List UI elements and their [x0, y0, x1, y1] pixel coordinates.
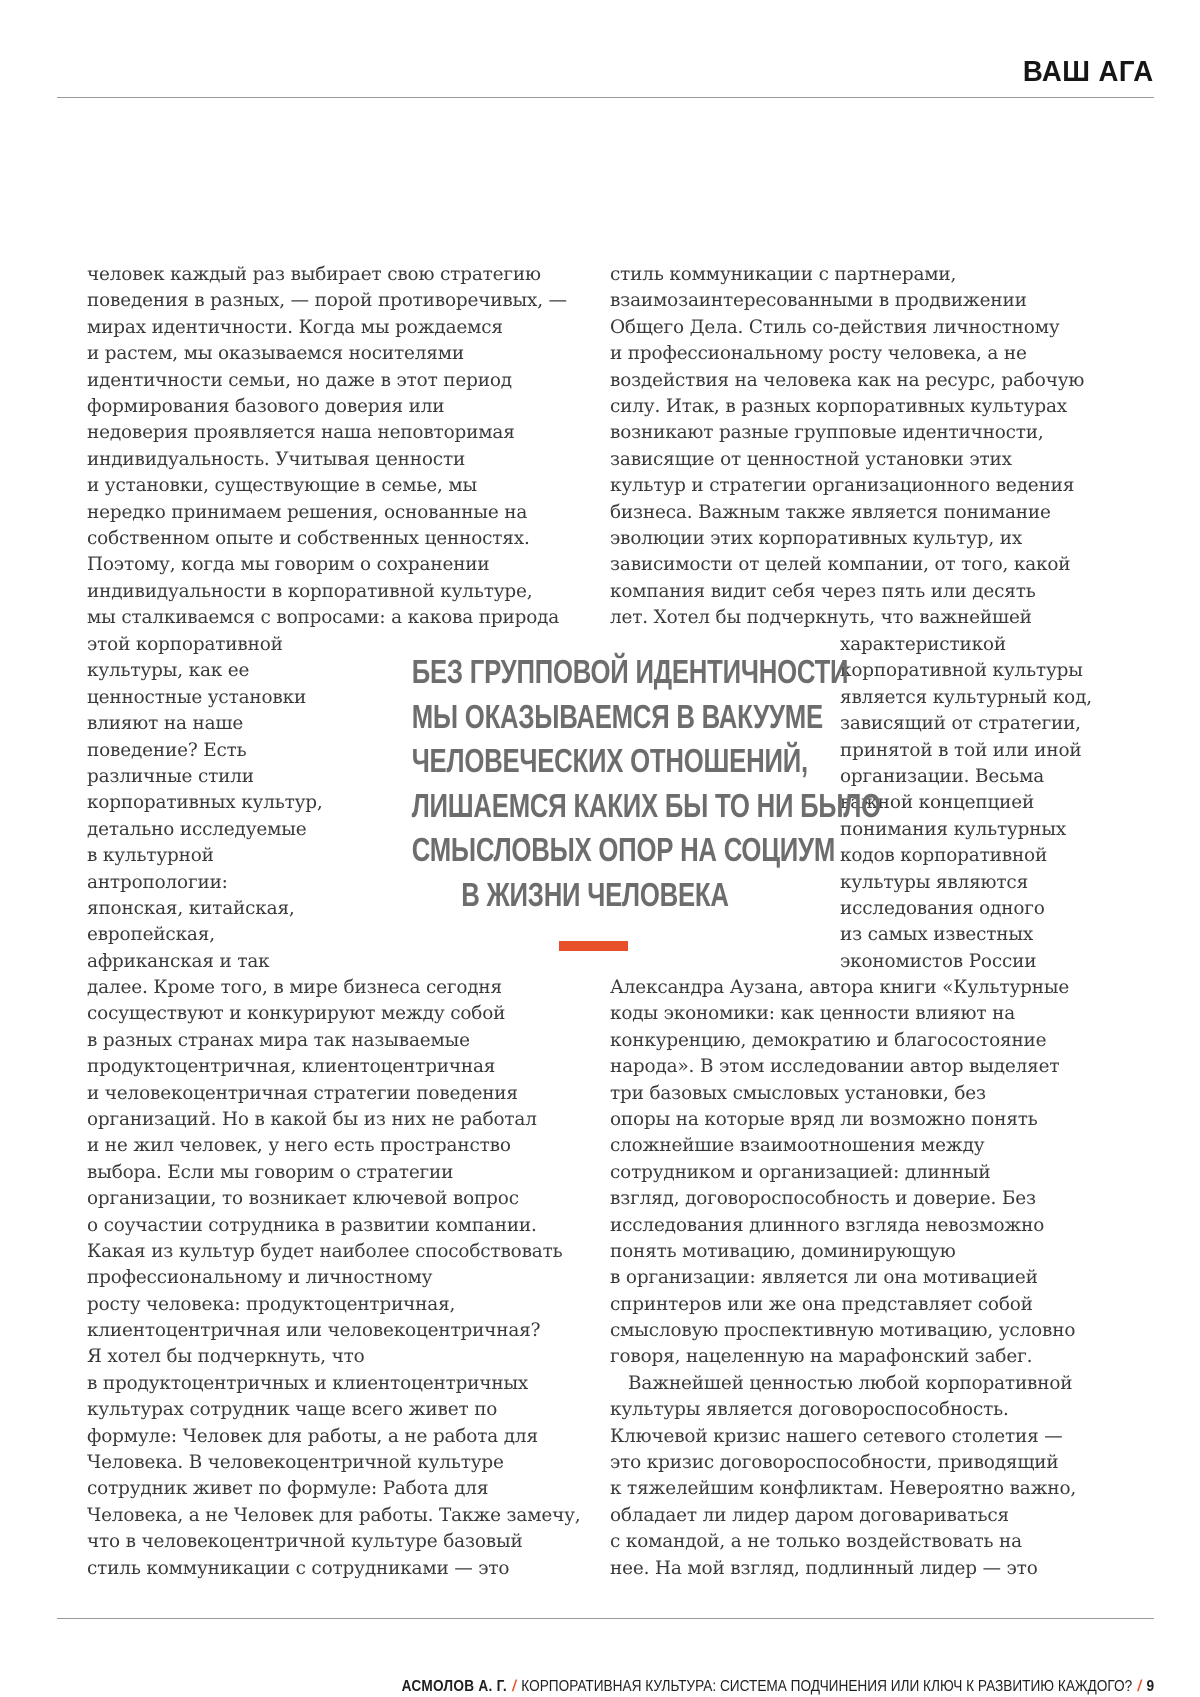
- text-line: организации, то возникает ключевой вопрос: [87, 1186, 581, 1212]
- text-line: из самых известных: [840, 922, 1092, 948]
- text-line: и не жил человек, у него есть пространство: [87, 1133, 581, 1159]
- text-line: коды экономики: как ценности влияют на: [610, 1001, 1076, 1027]
- text-line: это кризис договороспособности, приводящий: [610, 1450, 1076, 1476]
- section-title: ВАШ АГА: [1023, 56, 1154, 89]
- text-line: Какая из культур будет наиболее способствовать: [87, 1239, 581, 1265]
- text-line: поведения в разных, — порой противоречивых, —: [87, 288, 567, 314]
- text-line: человек каждый раз выбирает свою стратегию: [87, 262, 567, 288]
- pull-quote-line: СМЫСЛОВЫХ ОПОР НА СОЦИУМ: [412, 828, 779, 873]
- text-line: возникают разные групповые идентичности,: [610, 420, 1084, 446]
- text-line: продуктоцентричная, клиентоцентричная: [87, 1054, 581, 1080]
- text-line: Важнейшей ценностью любой корпоративной: [610, 1371, 1076, 1397]
- text-line: корпоративной культуры: [840, 658, 1092, 684]
- footer-separator: /: [512, 1678, 516, 1695]
- text-line: организации. Весьма: [840, 764, 1092, 790]
- text-line: корпоративных культур,: [87, 790, 323, 816]
- text-line: европейская,: [87, 922, 323, 948]
- text-line: компания видит себя через пять или десять: [610, 579, 1084, 605]
- text-line: с командой, а не только воздействовать на: [610, 1529, 1076, 1555]
- text-line: Человека, а не Человек для работы. Также замечу,: [87, 1503, 581, 1529]
- text-line: и человекоцентричная стратегии поведения: [87, 1081, 581, 1107]
- text-line: зависящие от ценностной установки этих: [610, 447, 1084, 473]
- text-line: воздействия на человека как на ресурс, рабочую: [610, 368, 1084, 394]
- text-line: сосуществуют и конкурируют между собой: [87, 1001, 581, 1027]
- text-line: бизнеса. Важным также является понимание: [610, 500, 1084, 526]
- text-line: культур и стратегии организационного ведения: [610, 473, 1084, 499]
- text-line: стиль коммуникации с партнерами,: [610, 262, 1084, 288]
- footer-article-title: КОРПОРАТИВНАЯ КУЛЬТУРА: СИСТЕМА ПОДЧИНЕНИЯ ИЛИ КЛЮЧ К РАЗВИТИЮ КАЖДОГО?: [521, 1678, 1132, 1695]
- text-line: выбора. Если мы говорим о стратегии: [87, 1160, 581, 1186]
- pull-quote-line: В ЖИЗНИ ЧЕЛОВЕКА: [412, 873, 779, 918]
- column-2-top: [610, 262, 1084, 631]
- text-line: о соучастии сотрудника в развитии компании.: [87, 1213, 581, 1239]
- column-1-top: [87, 262, 567, 631]
- text-line: Я хотел бы подчеркнуть, что: [87, 1344, 581, 1370]
- text-line: влияют на наше: [87, 711, 323, 737]
- text-line: нередко принимаем решения, основанные на: [87, 500, 567, 526]
- text-line: взаимозаинтересованными в продвижении: [610, 288, 1084, 314]
- pull-quote-line: МЫ ОКАЗЫВАЕМСЯ В ВАКУУМЕ: [412, 695, 779, 740]
- text-line: культуры являются: [840, 870, 1092, 896]
- text-line: Ключевой кризис нашего сетевого столетия —: [610, 1424, 1076, 1450]
- text-line: далее. Кроме того, в мире бизнеса сегодня: [87, 975, 581, 1001]
- text-line: собственном опыте и собственных ценностях.: [87, 526, 567, 552]
- pull-quote-line: БЕЗ ГРУППОВОЙ ИДЕНТИЧНОСТИ: [412, 650, 779, 695]
- text-line: сложнейшие взаимоотношения между: [610, 1133, 1076, 1159]
- text-line: поведение? Есть: [87, 738, 323, 764]
- text-line: смысловую проспективную мотивацию, условно: [610, 1318, 1076, 1344]
- text-line: в разных странах мира так называемые: [87, 1028, 581, 1054]
- text-line: понимания культурных: [840, 817, 1092, 843]
- text-line: в продуктоцентричных и клиентоцентричных: [87, 1371, 581, 1397]
- text-line: мы сталкиваемся с вопросами: а какова природа: [87, 605, 567, 631]
- text-line: идентичности семьи, но даже в этот период: [87, 368, 567, 394]
- text-line: и растем, мы оказываемся носителями: [87, 341, 567, 367]
- text-line: к тяжелейшим конфликтам. Невероятно важно,: [610, 1476, 1076, 1502]
- text-line: культуры, как ее: [87, 658, 323, 684]
- column-1-narrow: [87, 632, 323, 975]
- text-line: Александра Аузана, автора книги «Культурные: [610, 975, 1076, 1001]
- text-line: Поэтому, когда мы говорим о сохранении: [87, 552, 567, 578]
- text-line: является культурный код,: [840, 685, 1092, 711]
- text-line: зависимости от целей компании, от того, какой: [610, 552, 1084, 578]
- text-line: характеристикой: [840, 632, 1092, 658]
- page-number: 9: [1146, 1678, 1154, 1695]
- text-line: что в человекоцентричной культуре базовый: [87, 1529, 581, 1555]
- text-line: стиль коммуникации с сотрудниками — это: [87, 1556, 581, 1582]
- text-line: лет. Хотел бы подчеркнуть, что важнейшей: [610, 605, 1084, 631]
- text-line: экономистов России: [840, 949, 1092, 975]
- text-line: важной концепцией: [840, 790, 1092, 816]
- page-footer: [401, 1678, 1154, 1696]
- text-line: индивидуальность. Учитывая ценности: [87, 447, 567, 473]
- text-line: кодов корпоративной: [840, 843, 1092, 869]
- pull-quote: [360, 650, 830, 917]
- text-line: и установки, существующие в семье, мы: [87, 473, 567, 499]
- footer-author: АСМОЛОВ А. Г.: [401, 1678, 506, 1695]
- text-line: профессиональному и личностному: [87, 1265, 581, 1291]
- text-line: японская, китайская,: [87, 896, 323, 922]
- text-line: организаций. Но в какой бы из них не работал: [87, 1107, 581, 1133]
- text-line: детально исследуемые: [87, 817, 323, 843]
- text-line: клиентоцентричная или человекоцентричная?: [87, 1318, 581, 1344]
- text-line: исследования длинного взгляда невозможно: [610, 1213, 1076, 1239]
- text-line: конкуренцию, демократию и благосостояние: [610, 1028, 1076, 1054]
- pull-quote-accent-bar: [559, 941, 628, 951]
- column-2-bottom: [610, 975, 1076, 1582]
- text-line: ценностные установки: [87, 685, 323, 711]
- text-line: формирования базового доверия или: [87, 394, 567, 420]
- text-line: формуле: Человек для работы, а не работа для: [87, 1424, 581, 1450]
- text-line: зависящий от стратегии,: [840, 711, 1092, 737]
- text-line: культуры является договороспособность.: [610, 1397, 1076, 1423]
- text-line: этой корпоративной: [87, 632, 323, 658]
- column-1-bottom: [87, 975, 581, 1582]
- text-line: мирах идентичности. Когда мы рождаемся: [87, 315, 567, 341]
- text-line: опоры на которые вряд ли возможно понять: [610, 1107, 1076, 1133]
- footer-divider: [57, 1618, 1154, 1619]
- text-line: силу. Итак, в разных корпоративных культурах: [610, 394, 1084, 420]
- text-line: различные стили: [87, 764, 323, 790]
- text-line: народа». В этом исследовании автор выделяет: [610, 1054, 1076, 1080]
- text-line: исследования одного: [840, 896, 1092, 922]
- text-line: понять мотивацию, доминирующую: [610, 1239, 1076, 1265]
- text-line: Общего Дела. Стиль со-действия личностному: [610, 315, 1084, 341]
- pull-quote-line: ЛИШАЕМСЯ КАКИХ БЫ ТО НИ БЫЛО: [412, 784, 779, 829]
- text-line: африканская и так: [87, 949, 323, 975]
- text-line: в культурной: [87, 843, 323, 869]
- header-divider: [57, 97, 1154, 98]
- text-line: взгляд, договороспособность и доверие. Без: [610, 1186, 1076, 1212]
- text-line: культурах сотрудник чаще всего живет по: [87, 1397, 581, 1423]
- text-line: в организации: является ли она мотивацией: [610, 1265, 1076, 1291]
- text-line: нее. На мой взгляд, подлинный лидер — это: [610, 1556, 1076, 1582]
- text-line: говоря, нацеленную на марафонский забег.: [610, 1344, 1076, 1370]
- text-line: росту человека: продуктоцентричная,: [87, 1292, 581, 1318]
- text-line: Человека. В человекоцентричной культуре: [87, 1450, 581, 1476]
- text-line: и профессиональному росту человека, а не: [610, 341, 1084, 367]
- text-line: сотрудником и организацией: длинный: [610, 1160, 1076, 1186]
- text-line: обладает ли лидер даром договариваться: [610, 1503, 1076, 1529]
- pull-quote-line: ЧЕЛОВЕЧЕСКИХ ОТНОШЕНИЙ,: [412, 739, 779, 784]
- text-line: эволюции этих корпоративных культур, их: [610, 526, 1084, 552]
- text-line: антропологии:: [87, 870, 323, 896]
- text-line: принятой в той или иной: [840, 738, 1092, 764]
- footer-separator: /: [1137, 1678, 1141, 1695]
- text-line: индивидуальности в корпоративной культуре,: [87, 579, 567, 605]
- text-line: недоверия проявляется наша неповторимая: [87, 420, 567, 446]
- text-line: сотрудник живет по формуле: Работа для: [87, 1476, 581, 1502]
- text-line: три базовых смысловых установки, без: [610, 1081, 1076, 1107]
- text-line: спринтеров или же она представляет собой: [610, 1292, 1076, 1318]
